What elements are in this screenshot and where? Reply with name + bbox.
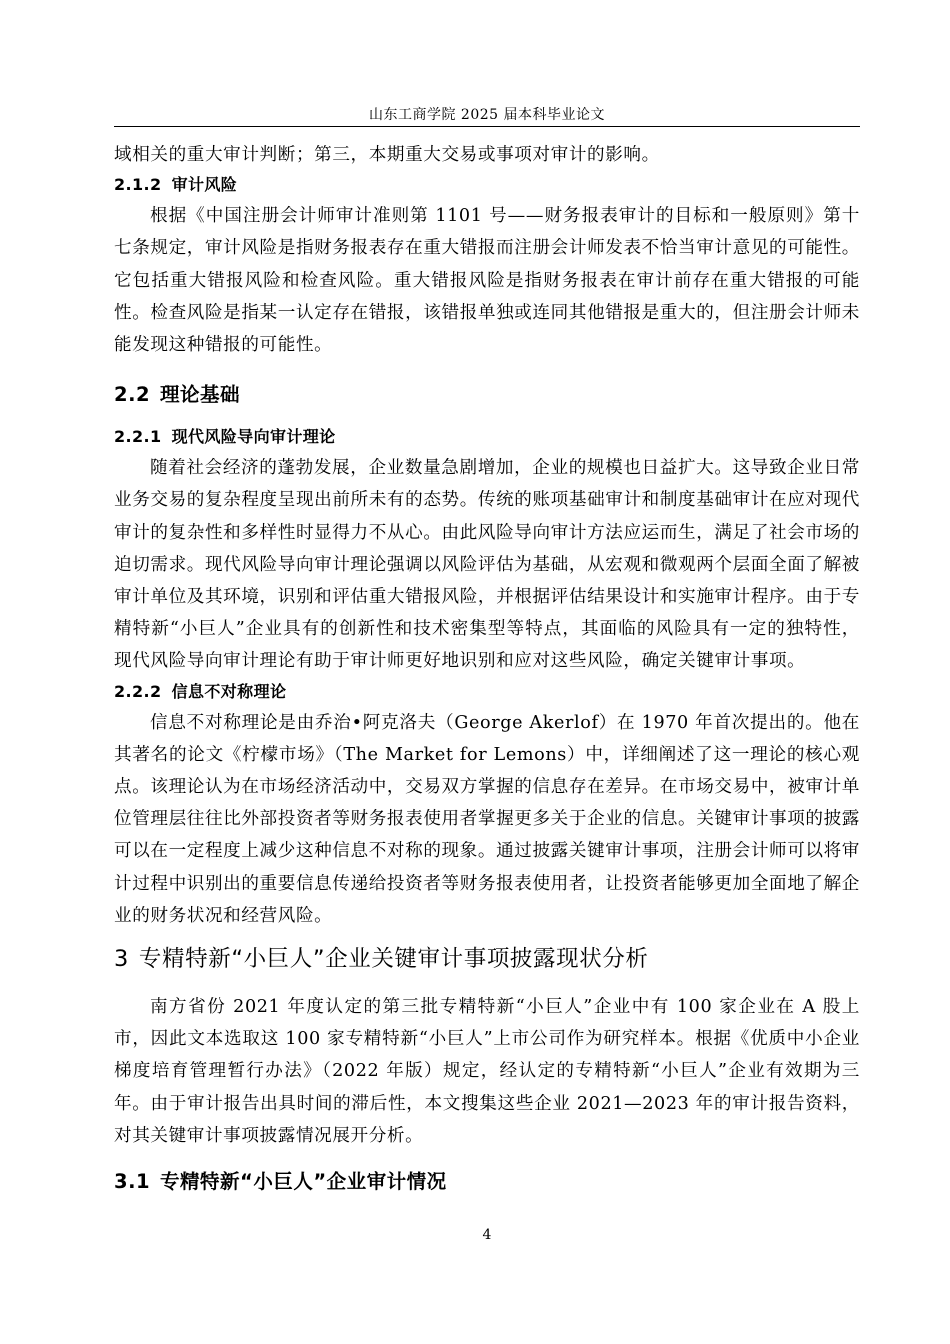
heading-2-2 [114, 380, 860, 410]
heading-title: 理论基础 [160, 383, 241, 407]
paragraph-risk-oriented-audit: 随着社会经济的蓬勃发展，企业数量急剧增加，企业的规模也日益扩大。这导致企业日常业务交易的复杂程度呈现出前所未有的态势。传统的账项基础审计和制度基础审计在应对现代审计的复杂性和多样性时显得力不从心。由此风险导向审计方法应运而生，满足了社会市场的迫切需求。现代风险导向审计理论强调以风险评估为基础，从宏观和微观两个层面全面了解被审计单位及其环境，识别和评估重大错报风险，并根据评估结果设计和实施审计程序。由于专精特新“小巨人”企业具有的创新性和技术密集型等特点，其面临的风险具有一定的独特性，现代风险导向审计理论有助于审计师更好地识别和应对这些风险，确定关键审计事项。 [114, 458, 860, 672]
heading-3-1 [114, 1167, 860, 1197]
heading-2-2-1 [114, 421, 860, 453]
paragraph-sample-description: 南方省份 2021 年度认定的第三批专精特新“小巨人”企业中有 100 家企业在 A 股上市，因此文本选取这 100 家专精特新“小巨人”上市公司作为研究样本。根据《优质中小企业梯度培育管理暂行办法》（2022 年版）规定，经认定的专精特新“小巨人”企业有效期为三年。由于审计报告出具时间的滞后性，本文搜集这些企业 2021—2023 年的审计报告资料，对其关键审计事项披露情况展开分析。 [114, 997, 860, 1146]
heading-2-1-2 [114, 169, 860, 201]
heading-title: 审计风险 [171, 175, 238, 195]
heading-number: 2.2 [114, 383, 151, 407]
page-number: 4 [482, 1227, 492, 1243]
heading-number: 3.1 [114, 1170, 151, 1194]
page-body [114, 139, 860, 1197]
heading-number: 3 [114, 946, 129, 973]
heading-title: 专精特新“小巨人”企业关键审计事项披露现状分析 [138, 946, 649, 973]
paragraph-audit-risk: 根据《中国注册会计师审计准则第 1101 号——财务报表审计的目标和一般原则》第十七条规定，审计风险是指财务报表存在重大错报而注册会计师发表不恰当审计意见的可能性。它包括重大错报风险和检查风险。重大错报风险是指财务报表在审计前存在重大错报的可能性。检查风险是指某一认定存在错报，该错报单独或连同其他错报是重大的，但注册会计师未能发现这种错报的可能性。 [114, 206, 860, 356]
heading-number: 2.2.2 [114, 681, 162, 701]
heading-number: 2.1.2 [114, 175, 162, 195]
paragraph-continued: 域相关的重大审计判断；第三，本期重大交易或事项对审计的影响。 [114, 145, 660, 165]
heading-3 [114, 944, 860, 974]
heading-title: 现代风险导向审计理论 [171, 427, 336, 447]
heading-title: 信息不对称理论 [171, 681, 287, 701]
paragraph-information-asymmetry: 信息不对称理论是由乔治•阿克洛夫（George Akerlof）在 1970 年首次提出的。他在其著名的论文《柠檬市场》（The Market for Lemons）中，详细阐述了这一理论的核心观点。该理论认为在市场经济活动中，交易双方掌握的信息存在差异。在市场交易中，被审计单位管理层往往比外部投资者等财务报表使用者掌握更多关于企业的信息。关键审计事项的披露可以在一定程度上减少这种信息不对称的现象。通过披露关键审计事项，注册会计师可以将审计过程中识别出的重要信息传递给投资者等财务报表使用者，让投资者能够更加全面地了解企业的财务状况和经营风险。 [114, 712, 860, 926]
heading-title: 专精特新“小巨人”企业审计情况 [160, 1170, 447, 1194]
running-header: 山东工商学院 2025 届本科毕业论文 [368, 107, 606, 123]
heading-number: 2.2.1 [114, 427, 162, 447]
header-rule [114, 126, 860, 127]
heading-2-2-2 [114, 676, 860, 708]
